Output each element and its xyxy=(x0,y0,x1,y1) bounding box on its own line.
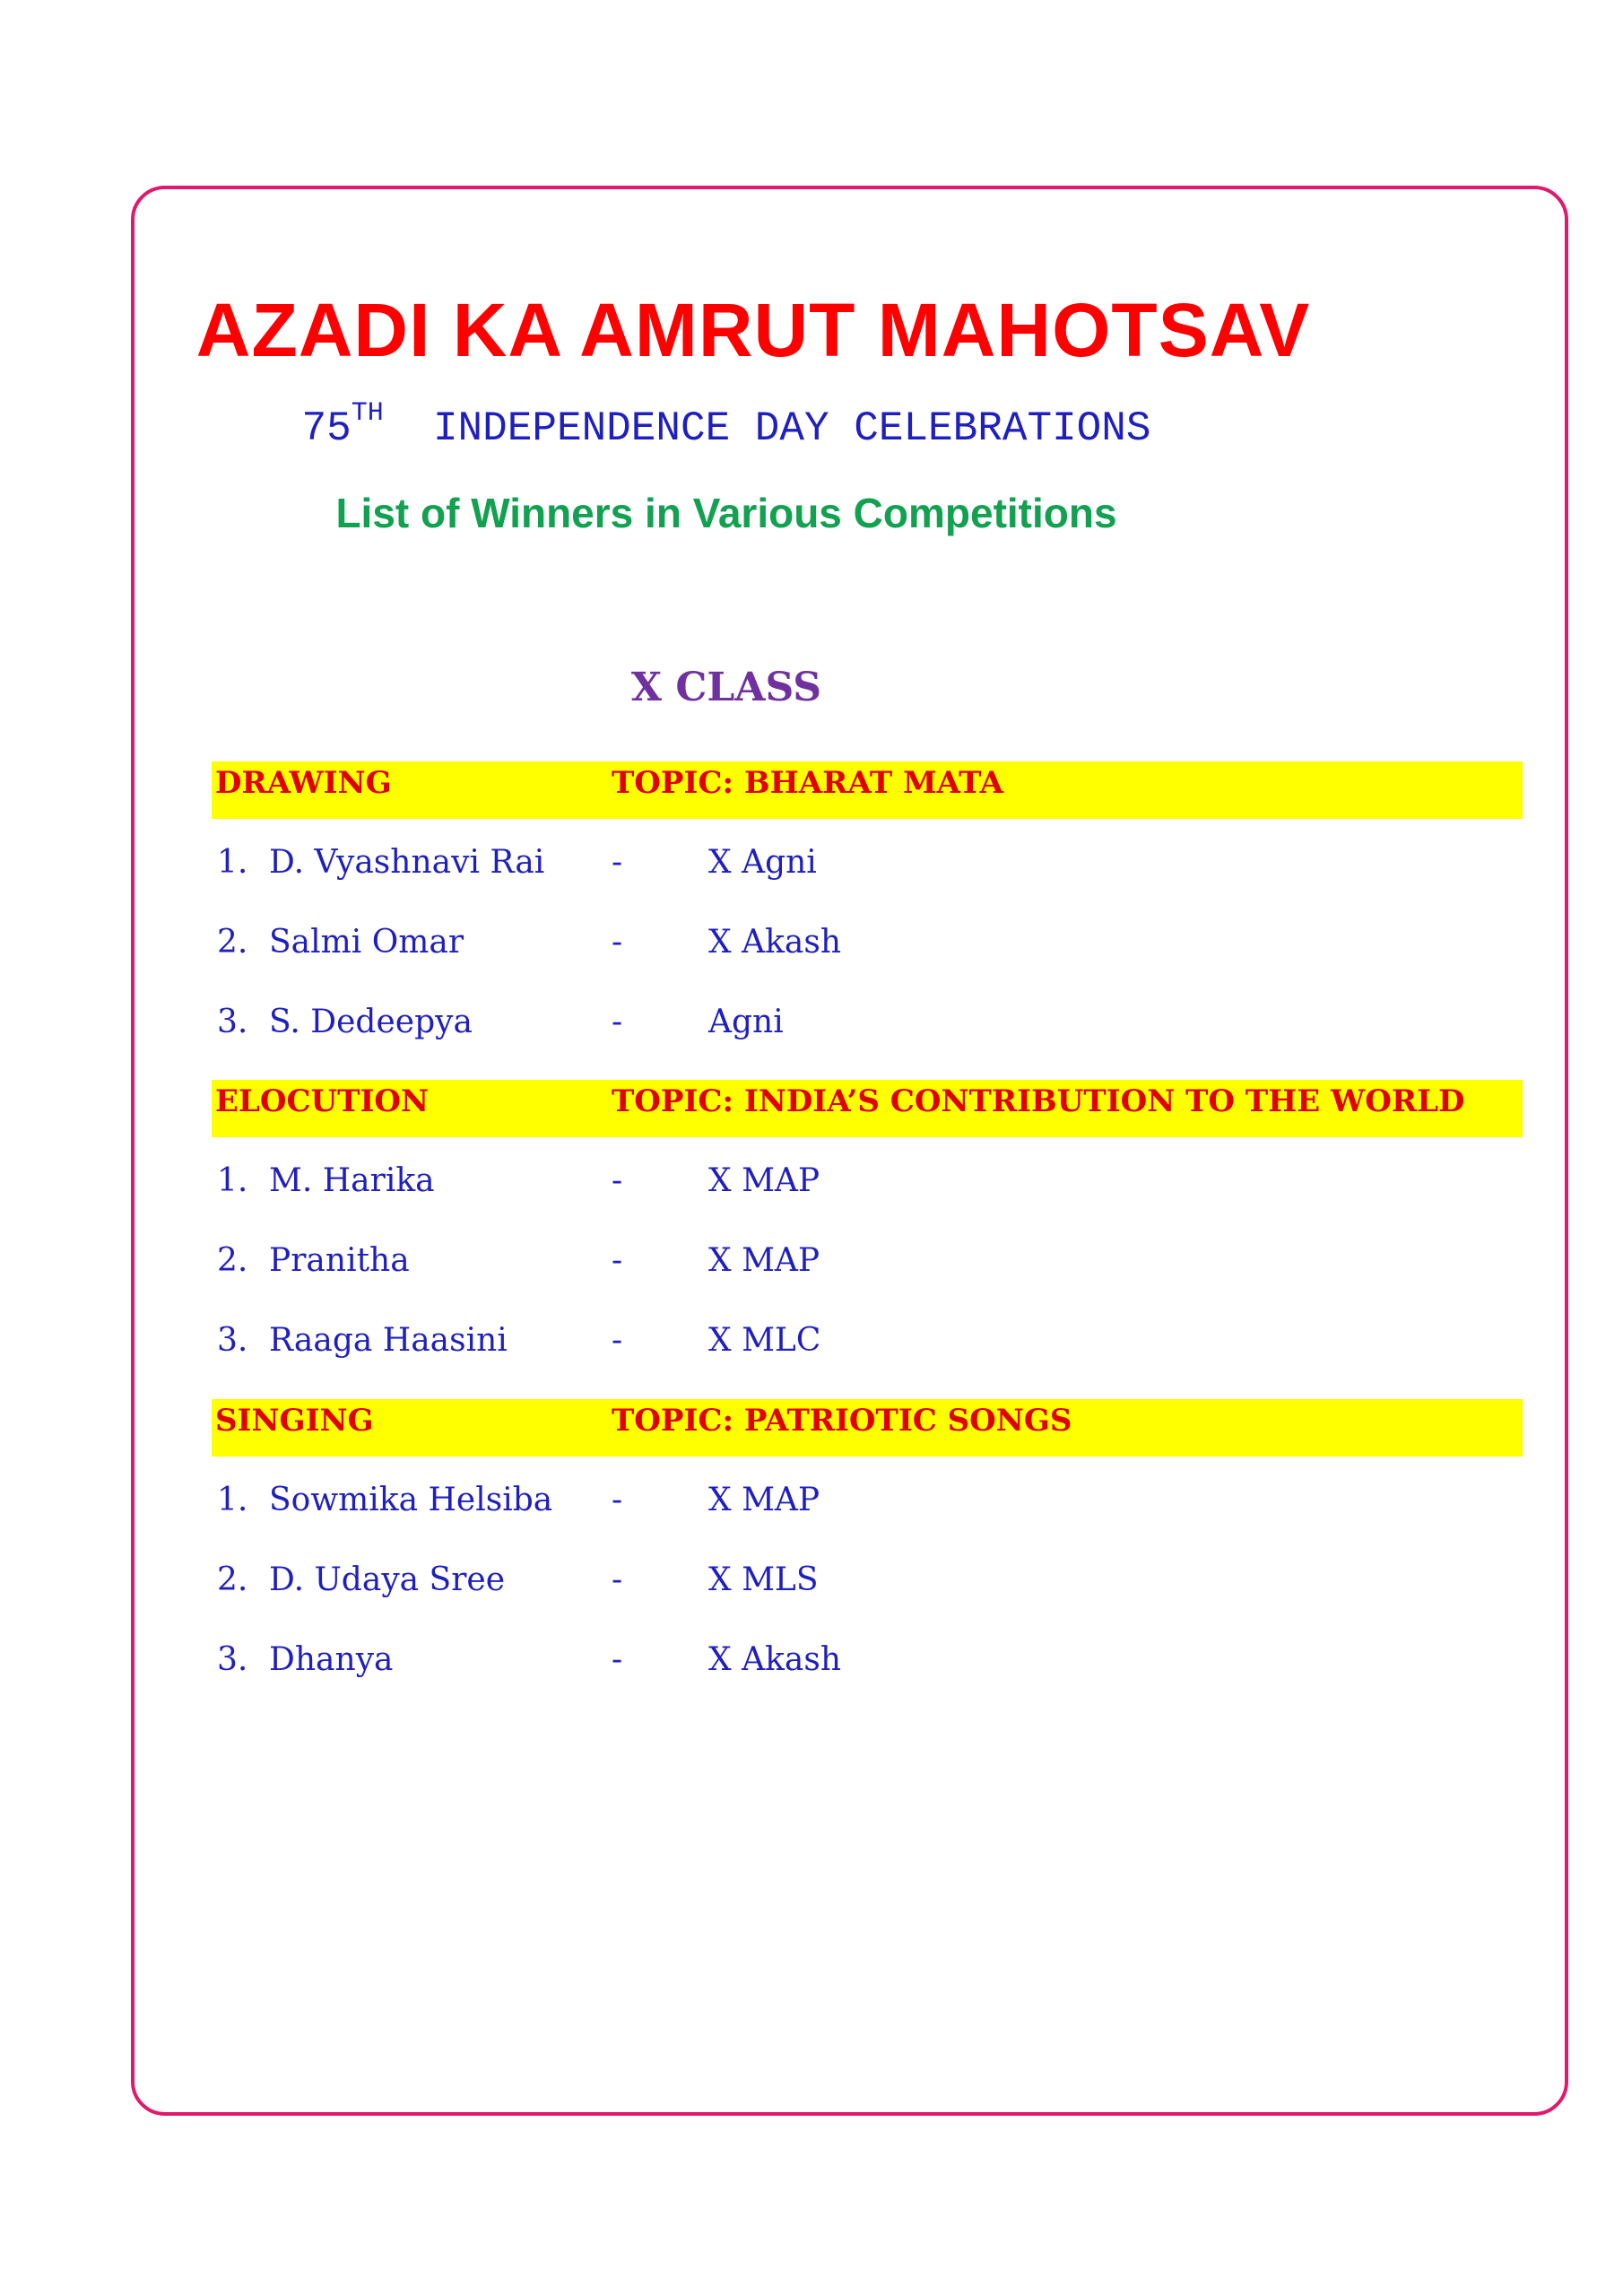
winner-row xyxy=(212,1137,1523,1217)
rank-number: 1. xyxy=(217,1162,248,1199)
competition-topic: TOPIC: INDIA’S CONTRIBUTION TO THE WORLD xyxy=(612,1083,1465,1119)
winner-row xyxy=(212,1297,1523,1377)
separator-dash: - xyxy=(612,1004,623,1040)
separator-dash: - xyxy=(612,924,623,961)
competition-topic: TOPIC: PATRIOTIC SONGS xyxy=(612,1403,1072,1439)
winner-class: Agni xyxy=(708,1004,784,1040)
competition-name: SINGING xyxy=(215,1403,374,1439)
winner-class: X Akash xyxy=(708,924,842,961)
rank-number: 1. xyxy=(217,844,248,881)
subtitle-text: INDEPENDENCE DAY CELEBRATIONS xyxy=(432,405,1151,452)
winner-class: X MLS xyxy=(708,1561,819,1598)
winner-class: X MAP xyxy=(708,1242,820,1279)
winner-row xyxy=(212,819,1523,899)
rank-number: 3. xyxy=(217,1641,248,1678)
winner-name: Sowmika Helsiba xyxy=(269,1482,553,1518)
rank-number: 1. xyxy=(217,1482,248,1518)
winner-name: Dhanya xyxy=(269,1641,394,1678)
main-title: AZADI KA AMRUT MAHOTSAV xyxy=(195,288,1311,372)
competition-topic: TOPIC: BHARAT MATA xyxy=(612,765,1003,801)
separator-dash: - xyxy=(612,1482,623,1518)
winner-row xyxy=(212,1217,1523,1297)
subtitle-number: 75 xyxy=(301,405,352,452)
winner-name: D. Vyashnavi Rai xyxy=(269,844,545,881)
winner-class: X MAP xyxy=(708,1162,820,1199)
rank-number: 2. xyxy=(217,1561,248,1598)
competition-section-drawing xyxy=(212,761,1523,1058)
competition-section-elocution xyxy=(212,1080,1523,1377)
winner-row xyxy=(212,1536,1523,1616)
winner-name: Salmi Omar xyxy=(269,924,464,961)
rank-number: 2. xyxy=(217,1242,248,1279)
section-header xyxy=(212,761,1523,819)
winner-row xyxy=(212,899,1523,978)
separator-dash: - xyxy=(612,844,623,881)
list-title: List of Winners in Various Competitions xyxy=(335,490,1117,536)
competition-section-singing xyxy=(212,1399,1523,1696)
competition-name: DRAWING xyxy=(215,765,392,801)
winner-name: Raaga Haasini xyxy=(269,1322,508,1359)
winner-class: X MAP xyxy=(708,1482,820,1518)
separator-dash: - xyxy=(612,1641,623,1678)
section-header xyxy=(212,1080,1523,1137)
winner-class: X MLC xyxy=(708,1322,821,1359)
separator-dash: - xyxy=(612,1561,623,1598)
winner-name: S. Dedeepya xyxy=(269,1004,473,1040)
competition-name: ELOCUTION xyxy=(215,1083,430,1119)
class-title: X CLASS xyxy=(630,665,822,710)
winner-name: D. Udaya Sree xyxy=(269,1561,506,1598)
separator-dash: - xyxy=(612,1242,623,1279)
rank-number: 3. xyxy=(217,1322,248,1359)
winner-row xyxy=(212,1457,1523,1536)
rank-number: 2. xyxy=(217,924,248,961)
winner-class: X Agni xyxy=(708,844,817,881)
winner-name: Pranitha xyxy=(269,1242,410,1279)
subtitle xyxy=(0,398,1623,456)
winner-row xyxy=(212,978,1523,1058)
section-header xyxy=(212,1399,1523,1457)
separator-dash: - xyxy=(612,1162,623,1199)
winner-row xyxy=(212,1616,1523,1696)
winner-name: M. Harika xyxy=(269,1162,435,1199)
winner-class: X Akash xyxy=(708,1641,842,1678)
subtitle-superscript: TH xyxy=(351,398,384,429)
separator-dash: - xyxy=(612,1322,623,1359)
rank-number: 3. xyxy=(217,1004,248,1040)
